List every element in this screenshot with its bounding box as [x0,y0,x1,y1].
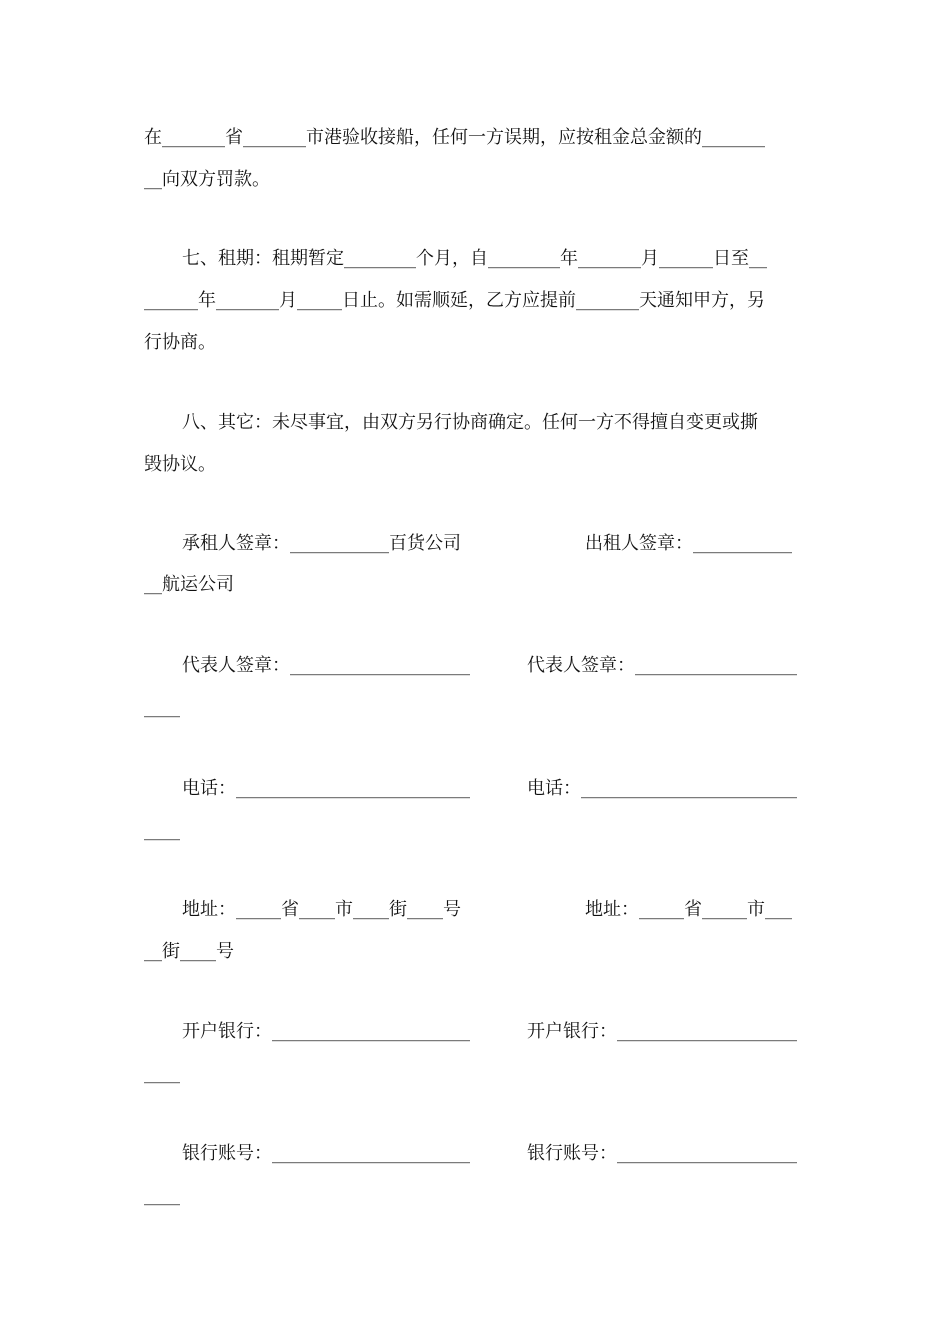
clause-6-line-2: __向双方罚款。 [144,169,270,190]
bank-cont: ____ [144,1063,180,1084]
address-cont: __街____号 [144,941,234,962]
lessor-signature-cont: __航运公司 [144,574,234,595]
clause-8-line-2: 毁协议。 [144,454,216,475]
clause-6-line-1: 在_______省_______市港验收接船，任何一方误期，应按租金总金额的_______ [144,127,765,148]
address-right: 地址：_____省_____市___ [585,899,792,920]
clause-7-line-1: 七、租期：租期暂定________个月，自________年_______月______日至__ [182,248,767,269]
account-left: 银行账号：______________________ [182,1143,470,1164]
bank-left: 开户银行：______________________ [182,1021,470,1042]
phone-left: 电话：__________________________ [182,778,470,799]
representative-left: 代表人签章：____________________ [182,655,470,676]
account-right: 银行账号：____________________ [527,1143,797,1164]
lessor-signature: 出租人签章：___________ [585,533,792,554]
clause-7-line-2: ______年_______月_____日止。如需顺延，乙方应提前_______天通知甲方，另 [144,290,765,311]
representative-right: 代表人签章：__________________ [527,655,797,676]
bank-right: 开户银行：____________________ [527,1021,797,1042]
address-left: 地址：_____省____市____街____号 [182,899,461,920]
lessee-signature: 承租人签章：___________百货公司 [182,533,461,554]
clause-7-line-3: 行协商。 [144,332,216,353]
representative-cont: ____ [144,697,180,718]
phone-right: 电话：________________________ [527,778,797,799]
clause-8-line-1: 八、其它：未尽事宜，由双方另行协商确定。任何一方不得擅自变更或撕 [182,412,758,433]
phone-cont: ____ [144,820,180,841]
account-cont: ____ [144,1185,180,1206]
